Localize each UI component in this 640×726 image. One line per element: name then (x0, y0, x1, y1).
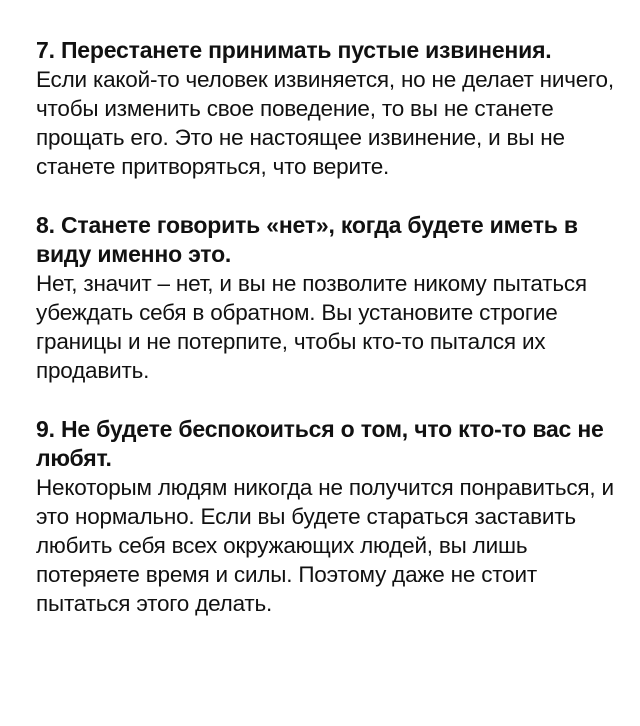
section-8 (36, 211, 616, 385)
section-body: Некоторым людям никогда не получится понравиться, и это нормально. Если вы будете стараться заставить любить себя всех окружающих людей, вы лишь потеряете время и силы. Поэтому даже не стоит пытаться этого делать. (36, 475, 614, 616)
section-body: Если какой-то человек извиняется, но не делает ничего, чтобы изменить свое поведение, то вы не станете прощать его. Это не настоящее извинение, и вы не станете притворяться, что верите. (36, 67, 614, 179)
section-heading: 7. Перестанете принимать пустые извинения. (36, 37, 552, 63)
section-heading: 9. Не будете беспокоиться о том, что кто-то вас не любят. (36, 416, 604, 471)
section-body: Нет, значит – нет, и вы не позволите никому пытаться убеждать себя в обратном. Вы установите строгие границы и не потерпите, чтобы кто-то пытался их продавить. (36, 271, 587, 383)
section-7 (36, 36, 616, 181)
section-heading: 8. Станете говорить «нет», когда будете иметь в виду именно это. (36, 212, 578, 267)
article (36, 36, 616, 618)
section-9 (36, 415, 616, 618)
